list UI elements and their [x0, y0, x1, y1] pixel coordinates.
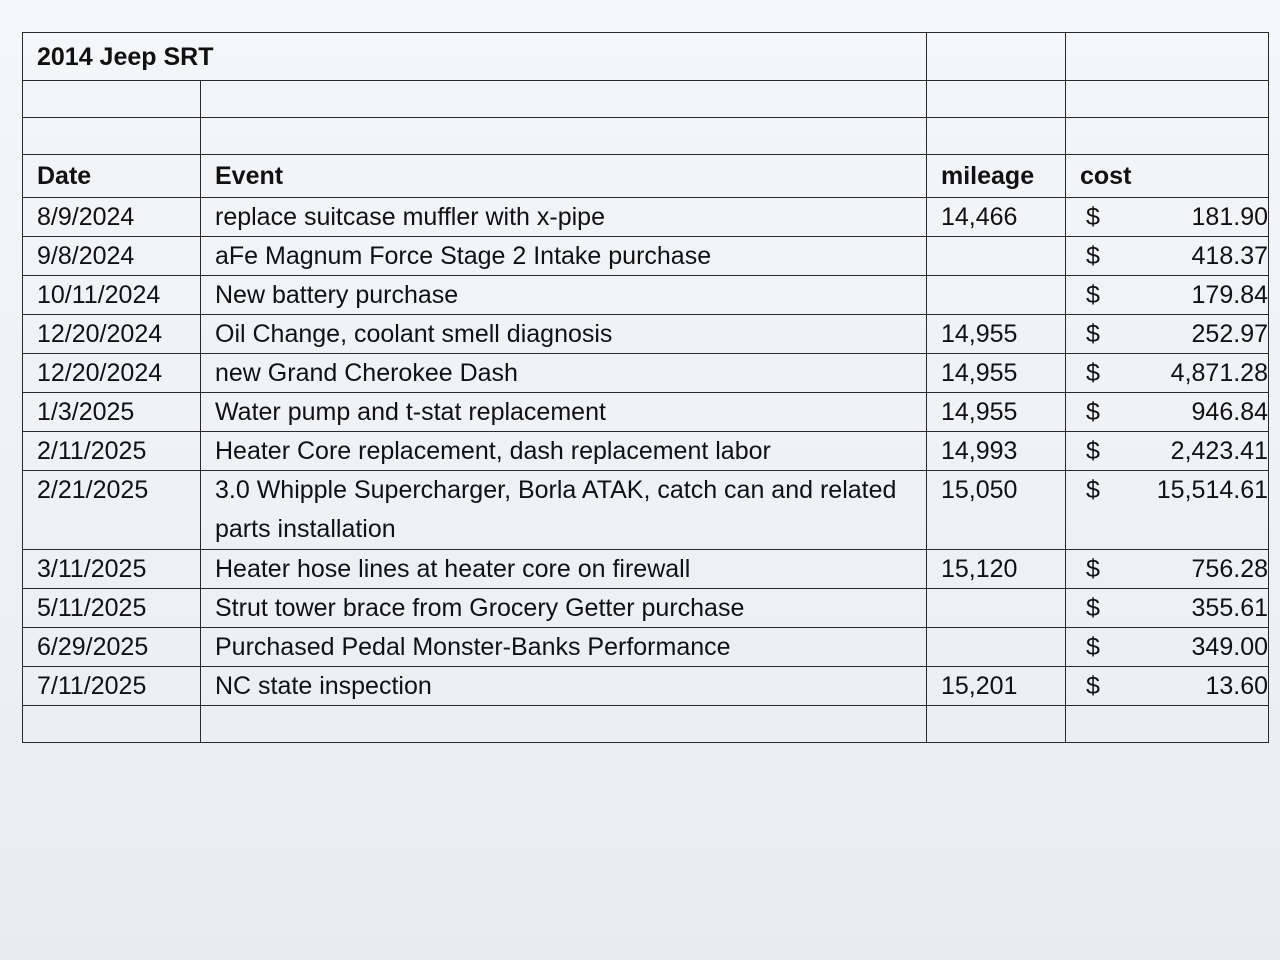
currency-symbol: $	[1086, 320, 1100, 348]
cost-amount: 355.61	[1191, 594, 1268, 622]
empty-cell	[1066, 33, 1269, 81]
table-row	[23, 315, 1269, 354]
empty-cell	[927, 81, 1066, 118]
mileage-cell: 14,993	[927, 432, 1066, 471]
table-row	[23, 198, 1269, 237]
cost-cell	[1066, 589, 1269, 628]
empty-cell	[23, 81, 201, 118]
event-cell: 3.0 Whipple Supercharger, Borla ATAK, catch can and related parts installation	[201, 471, 927, 550]
blank-row	[23, 81, 1269, 118]
empty-cell	[1066, 706, 1269, 743]
cost-amount: 181.90	[1191, 203, 1268, 231]
cost-amount: 179.84	[1191, 281, 1268, 309]
cost-cell	[1066, 550, 1269, 589]
table-row	[23, 393, 1269, 432]
mileage-cell: 15,201	[927, 667, 1066, 706]
cost-amount: 349.00	[1191, 633, 1268, 661]
cost-cell	[1066, 667, 1269, 706]
event-cell: Water pump and t-stat replacement	[201, 393, 927, 432]
blank-row	[23, 118, 1269, 155]
currency-symbol: $	[1086, 672, 1100, 700]
currency-symbol: $	[1086, 437, 1100, 465]
currency-symbol: $	[1086, 359, 1100, 387]
empty-cell	[23, 118, 201, 155]
table-row	[23, 471, 1269, 550]
mileage-cell	[927, 276, 1066, 315]
cost-amount: 418.37	[1191, 242, 1268, 270]
cost-cell	[1066, 471, 1269, 550]
cost-amount: 15,514.61	[1156, 476, 1268, 504]
event-cell: New battery purchase	[201, 276, 927, 315]
title-row	[23, 33, 1269, 81]
cost-cell	[1066, 354, 1269, 393]
currency-symbol: $	[1086, 203, 1100, 231]
event-cell: replace suitcase muffler with x-pipe	[201, 198, 927, 237]
header-cost-label: cost	[1080, 162, 1132, 190]
event-cell: Purchased Pedal Monster-Banks Performance	[201, 628, 927, 667]
date-cell: 8/9/2024	[23, 198, 201, 237]
header-mileage	[927, 155, 1066, 198]
sheet-title-text: 2014 Jeep SRT	[37, 42, 214, 71]
table-row	[23, 237, 1269, 276]
cost-cell	[1066, 393, 1269, 432]
event-cell: Oil Change, coolant smell diagnosis	[201, 315, 927, 354]
currency-symbol: $	[1086, 242, 1100, 270]
cost-cell	[1066, 276, 1269, 315]
header-cost	[1066, 155, 1269, 198]
maintenance-log-table	[22, 32, 1269, 743]
blank-row	[23, 706, 1269, 743]
table-row	[23, 550, 1269, 589]
date-cell: 10/11/2024	[23, 276, 201, 315]
currency-symbol: $	[1086, 476, 1100, 504]
currency-symbol: $	[1086, 633, 1100, 661]
header-date	[23, 155, 201, 198]
sheet-title	[23, 33, 927, 81]
cost-cell	[1066, 198, 1269, 237]
currency-symbol: $	[1086, 281, 1100, 309]
table-row	[23, 354, 1269, 393]
mileage-cell: 14,955	[927, 354, 1066, 393]
header-event	[201, 155, 927, 198]
mileage-cell	[927, 589, 1066, 628]
date-cell: 2/21/2025	[23, 471, 201, 550]
table-row	[23, 276, 1269, 315]
empty-cell	[201, 118, 927, 155]
empty-cell	[1066, 81, 1269, 118]
date-cell: 12/20/2024	[23, 354, 201, 393]
date-cell: 5/11/2025	[23, 589, 201, 628]
cost-amount: 252.97	[1191, 320, 1268, 348]
date-cell: 9/8/2024	[23, 237, 201, 276]
empty-cell	[927, 118, 1066, 155]
empty-cell	[927, 33, 1066, 81]
cost-amount: 13.60	[1205, 672, 1268, 700]
empty-cell	[927, 706, 1066, 743]
empty-cell	[23, 706, 201, 743]
cost-amount: 4,871.28	[1170, 359, 1268, 387]
empty-cell	[1066, 118, 1269, 155]
mileage-cell	[927, 237, 1066, 276]
cost-cell	[1066, 315, 1269, 354]
cost-cell	[1066, 237, 1269, 276]
date-cell: 7/11/2025	[23, 667, 201, 706]
empty-cell	[201, 706, 927, 743]
table-row	[23, 667, 1269, 706]
cost-amount: 946.84	[1191, 398, 1268, 426]
date-cell: 3/11/2025	[23, 550, 201, 589]
cost-cell	[1066, 432, 1269, 471]
mileage-cell	[927, 628, 1066, 667]
mileage-cell: 15,120	[927, 550, 1066, 589]
event-cell: Heater hose lines at heater core on firewall	[201, 550, 927, 589]
currency-symbol: $	[1086, 555, 1100, 583]
date-cell: 6/29/2025	[23, 628, 201, 667]
cost-cell	[1066, 628, 1269, 667]
empty-cell	[201, 81, 927, 118]
event-cell: Heater Core replacement, dash replacement labor	[201, 432, 927, 471]
event-cell: new Grand Cherokee Dash	[201, 354, 927, 393]
mileage-cell: 14,955	[927, 393, 1066, 432]
mileage-cell: 14,955	[927, 315, 1066, 354]
currency-symbol: $	[1086, 398, 1100, 426]
mileage-cell: 15,050	[927, 471, 1066, 550]
header-row	[23, 155, 1269, 198]
mileage-cell: 14,466	[927, 198, 1066, 237]
header-date-label: Date	[37, 162, 92, 190]
table-row	[23, 589, 1269, 628]
cost-amount: 756.28	[1191, 555, 1268, 583]
event-cell: NC state inspection	[201, 667, 927, 706]
date-cell: 12/20/2024	[23, 315, 201, 354]
cost-amount: 2,423.41	[1170, 437, 1268, 465]
table-row	[23, 628, 1269, 667]
header-event-label: Event	[215, 162, 284, 190]
date-cell: 2/11/2025	[23, 432, 201, 471]
header-mileage-label: mileage	[941, 162, 1035, 190]
event-cell: Strut tower brace from Grocery Getter purchase	[201, 589, 927, 628]
event-cell: aFe Magnum Force Stage 2 Intake purchase	[201, 237, 927, 276]
currency-symbol: $	[1086, 594, 1100, 622]
date-cell: 1/3/2025	[23, 393, 201, 432]
table-row	[23, 432, 1269, 471]
